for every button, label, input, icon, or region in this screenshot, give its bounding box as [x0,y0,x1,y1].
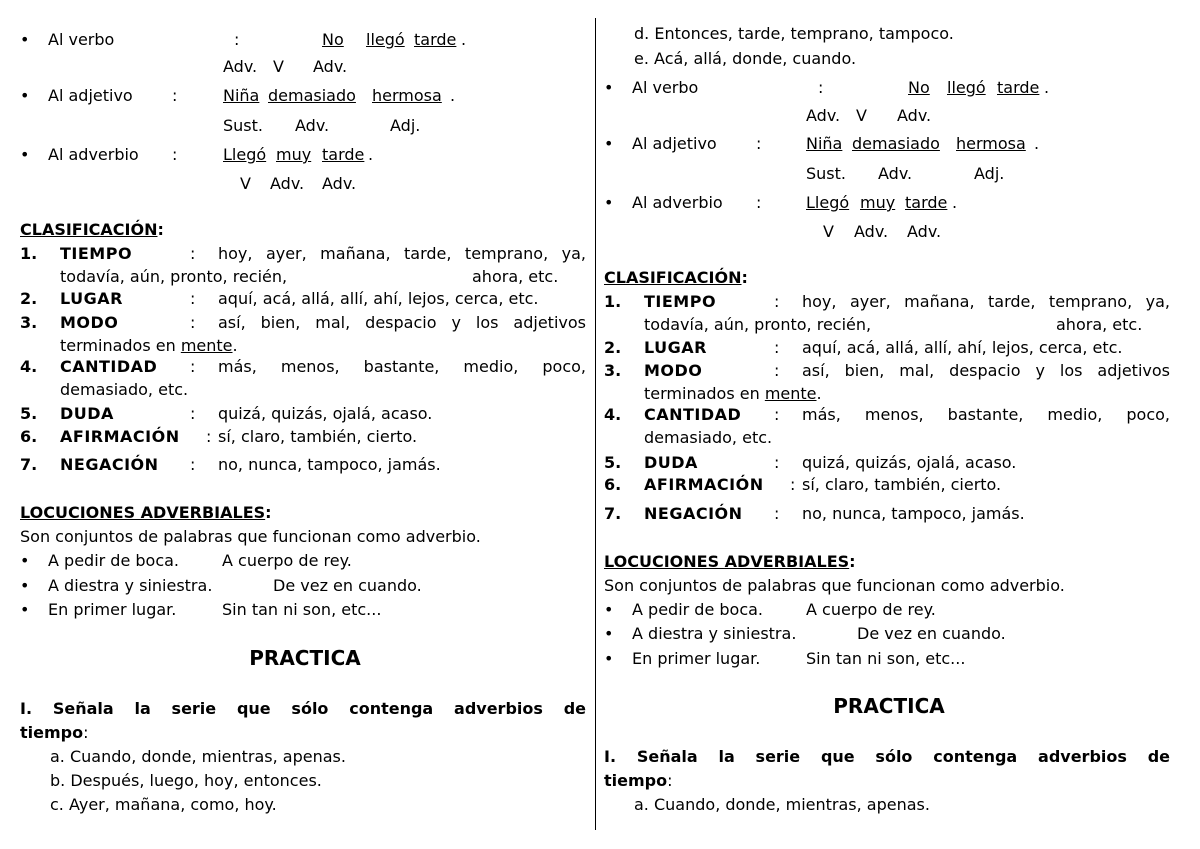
bullet: • [604,134,614,153]
item-sep: : [190,313,196,332]
example-end: . [1034,134,1040,153]
item-key: MODO [60,313,119,332]
item-key: AFIRMACIÓN [60,427,180,446]
tag: Sust. [223,116,263,135]
item-key: MODO [644,361,703,380]
item-text: sí, claro, también, cierto. [802,475,1002,494]
item-key: DUDA [644,453,698,472]
example-word: demasiado [268,86,356,105]
example-word: No [908,78,930,97]
item-key: CANTIDAD [644,405,742,424]
tag: Adv. [907,222,942,241]
option-e: e. Acá, allá, donde, cuando. [634,49,857,68]
item-sep: : [190,404,196,423]
section-heading-locuciones: LOCUCIONES ADVERBIALES: [20,503,272,522]
example-label: Al verbo [632,78,699,97]
item-text: aquí, acá, allá, allí, ahí, lejos, cerca, etc. [218,289,539,308]
example-sep: : [756,134,762,153]
example-word: llegó [366,30,405,49]
example-word: tarde [997,78,1040,97]
example-label: Al verbo [48,30,115,49]
item-text: así, bien, mal, despacio y los adjetivos [218,313,586,332]
item-number: 1. [604,292,622,311]
example-tags [604,106,1174,130]
example-word: Llegó [806,193,850,212]
item-number: 2. [20,289,38,308]
item-sep: : [774,453,780,472]
item-text: no, nunca, tampoco, jamás. [218,455,441,474]
example-word: hermosa [372,86,442,105]
tag: V [240,174,251,193]
practica-title: PRACTICA [249,646,361,670]
tag: Adv. [897,106,932,125]
item-key: DUDA [60,404,114,423]
option-d: d. Entonces, tarde, temprano, tampoco. [634,24,954,43]
example-verbo [604,78,1174,104]
example-word: llegó [947,78,986,97]
bullet: • [604,78,614,97]
item-key: CANTIDAD [60,357,158,376]
item-sep: : [190,357,196,376]
example-sep: : [756,193,762,212]
example-word: muy [276,145,312,164]
tag: Adj. [390,116,421,135]
item-number: 3. [604,361,622,380]
tag: Sust. [806,164,846,183]
example-word: tarde [905,193,948,212]
example-word: muy [860,193,896,212]
item-text: más, menos, bastante, medio, poco, [218,357,586,376]
question-line1: I. Señala la serie que sólo contenga adverbios de [604,747,1170,766]
tag: Adj. [974,164,1005,183]
tag: V [273,57,284,76]
item-number: 7. [604,504,622,523]
item-key: NEGACIÓN [60,455,159,474]
question-line1: I. Señala la serie que sólo contenga adverbios de [20,699,586,718]
example-tags [604,222,1174,246]
item-number: 4. [604,405,622,424]
item-key: LUGAR [60,289,123,308]
bullet: • [604,193,614,212]
item-text: quizá, quizás, ojalá, acaso. [802,453,1017,472]
locuciones-intro: Son conjuntos de palabras que funcionan como adverbio. [20,527,481,546]
item-text: hoy, ayer, mañana, tarde, temprano, ya, [218,244,586,263]
item-text: más, menos, bastante, medio, poco, [802,405,1170,424]
column-divider [595,18,596,830]
item-sep: : [774,405,780,424]
question-line2: tiempo: [604,771,673,790]
bullet: • [20,145,30,164]
item-text: sí, claro, también, cierto. [218,427,418,446]
example-adjetivo [604,134,1174,160]
example-tags [20,174,590,198]
item-number: 3. [20,313,38,332]
item-key: LUGAR [644,338,707,357]
item-number: 4. [20,357,38,376]
item-text: aquí, acá, allá, allí, ahí, lejos, cerca, etc. [802,338,1123,357]
tag: Adv. [270,174,305,193]
item-key: AFIRMACIÓN [644,475,764,494]
item-number: 7. [20,455,38,474]
section-heading-clasificacion: CLASIFICACIÓN: [20,220,164,239]
item-text: no, nunca, tampoco, jamás. [802,504,1025,523]
example-label: Al adverbio [632,193,723,212]
option-a: a. Cuando, donde, mientras, apenas. [50,747,346,766]
item-text-line2: todavía, aún, pronto, recién, ahora, etc. [644,315,1143,334]
tag: Adv. [223,57,258,76]
item-text: quizá, quizás, ojalá, acaso. [218,404,433,423]
item-text-line2: demasiado, etc. [60,380,189,399]
item-sep: : [774,292,780,311]
example-tags [20,57,590,81]
item-number: 6. [604,475,622,494]
tag: Adv. [806,106,841,125]
item-sep: : [774,504,780,523]
example-label: Al adjetivo [48,86,133,105]
example-sep: : [172,145,178,164]
example-end: . [1044,78,1050,97]
example-adverbio [20,145,590,171]
tag: Adv. [295,116,330,135]
option-c: c. Ayer, mañana, como, hoy. [50,795,277,814]
item-text-line2: todavía, aún, pronto, recién, ahora, etc. [60,267,559,286]
item-sep: : [190,244,196,263]
item-number: 5. [20,404,38,423]
locuciones-intro: Son conjuntos de palabras que funcionan como adverbio. [604,576,1065,595]
example-end: . [450,86,456,105]
example-word: Llegó [223,145,267,164]
section-heading-locuciones: LOCUCIONES ADVERBIALES: [604,552,856,571]
example-word: Niña [806,134,843,153]
item-key: TIEMPO [60,244,133,263]
tag: Adv. [322,174,357,193]
question-line2: tiempo: [20,723,89,742]
item-key: NEGACIÓN [644,504,743,523]
item-sep: : [774,338,780,357]
example-sep: : [172,86,178,105]
example-sep: : [234,30,240,49]
item-sep: : [206,427,212,446]
item-number: 1. [20,244,38,263]
item-text-line2: terminados en mente. [60,336,238,355]
example-word: Niña [223,86,260,105]
item-number: 6. [20,427,38,446]
item-sep: : [790,475,796,494]
section-heading-clasificacion: CLASIFICACIÓN: [604,268,748,287]
example-end: . [461,30,467,49]
item-text: así, bien, mal, despacio y los adjetivos [802,361,1170,380]
tag: Adv. [878,164,913,183]
item-sep: : [190,455,196,474]
item-sep: : [190,289,196,308]
example-tags [20,116,590,140]
bullet: • [20,30,30,49]
tag: Adv. [854,222,889,241]
tag: V [856,106,867,125]
example-adjetivo [20,86,590,112]
option-b: b. Después, luego, hoy, entonces. [50,771,322,790]
item-number: 5. [604,453,622,472]
item-text: hoy, ayer, mañana, tarde, temprano, ya, [802,292,1170,311]
example-tags [604,164,1174,188]
example-sep: : [818,78,824,97]
example-word: hermosa [956,134,1026,153]
bullet: • [20,86,30,105]
option-a: a. Cuando, donde, mientras, apenas. [634,795,930,814]
example-adverbio [604,193,1174,219]
example-end: . [368,145,374,164]
example-word: No [322,30,344,49]
item-text-line2: terminados en mente. [644,384,822,403]
example-word: tarde [322,145,365,164]
example-verbo [20,30,590,56]
item-number: 2. [604,338,622,357]
tag: V [823,222,834,241]
example-end: . [952,193,958,212]
example-label: Al adjetivo [632,134,717,153]
example-label: Al adverbio [48,145,139,164]
item-key: TIEMPO [644,292,717,311]
example-word: demasiado [852,134,940,153]
item-text-line2: demasiado, etc. [644,428,773,447]
item-sep: : [774,361,780,380]
example-word: tarde [414,30,457,49]
tag: Adv. [313,57,348,76]
practica-title: PRACTICA [833,694,945,718]
